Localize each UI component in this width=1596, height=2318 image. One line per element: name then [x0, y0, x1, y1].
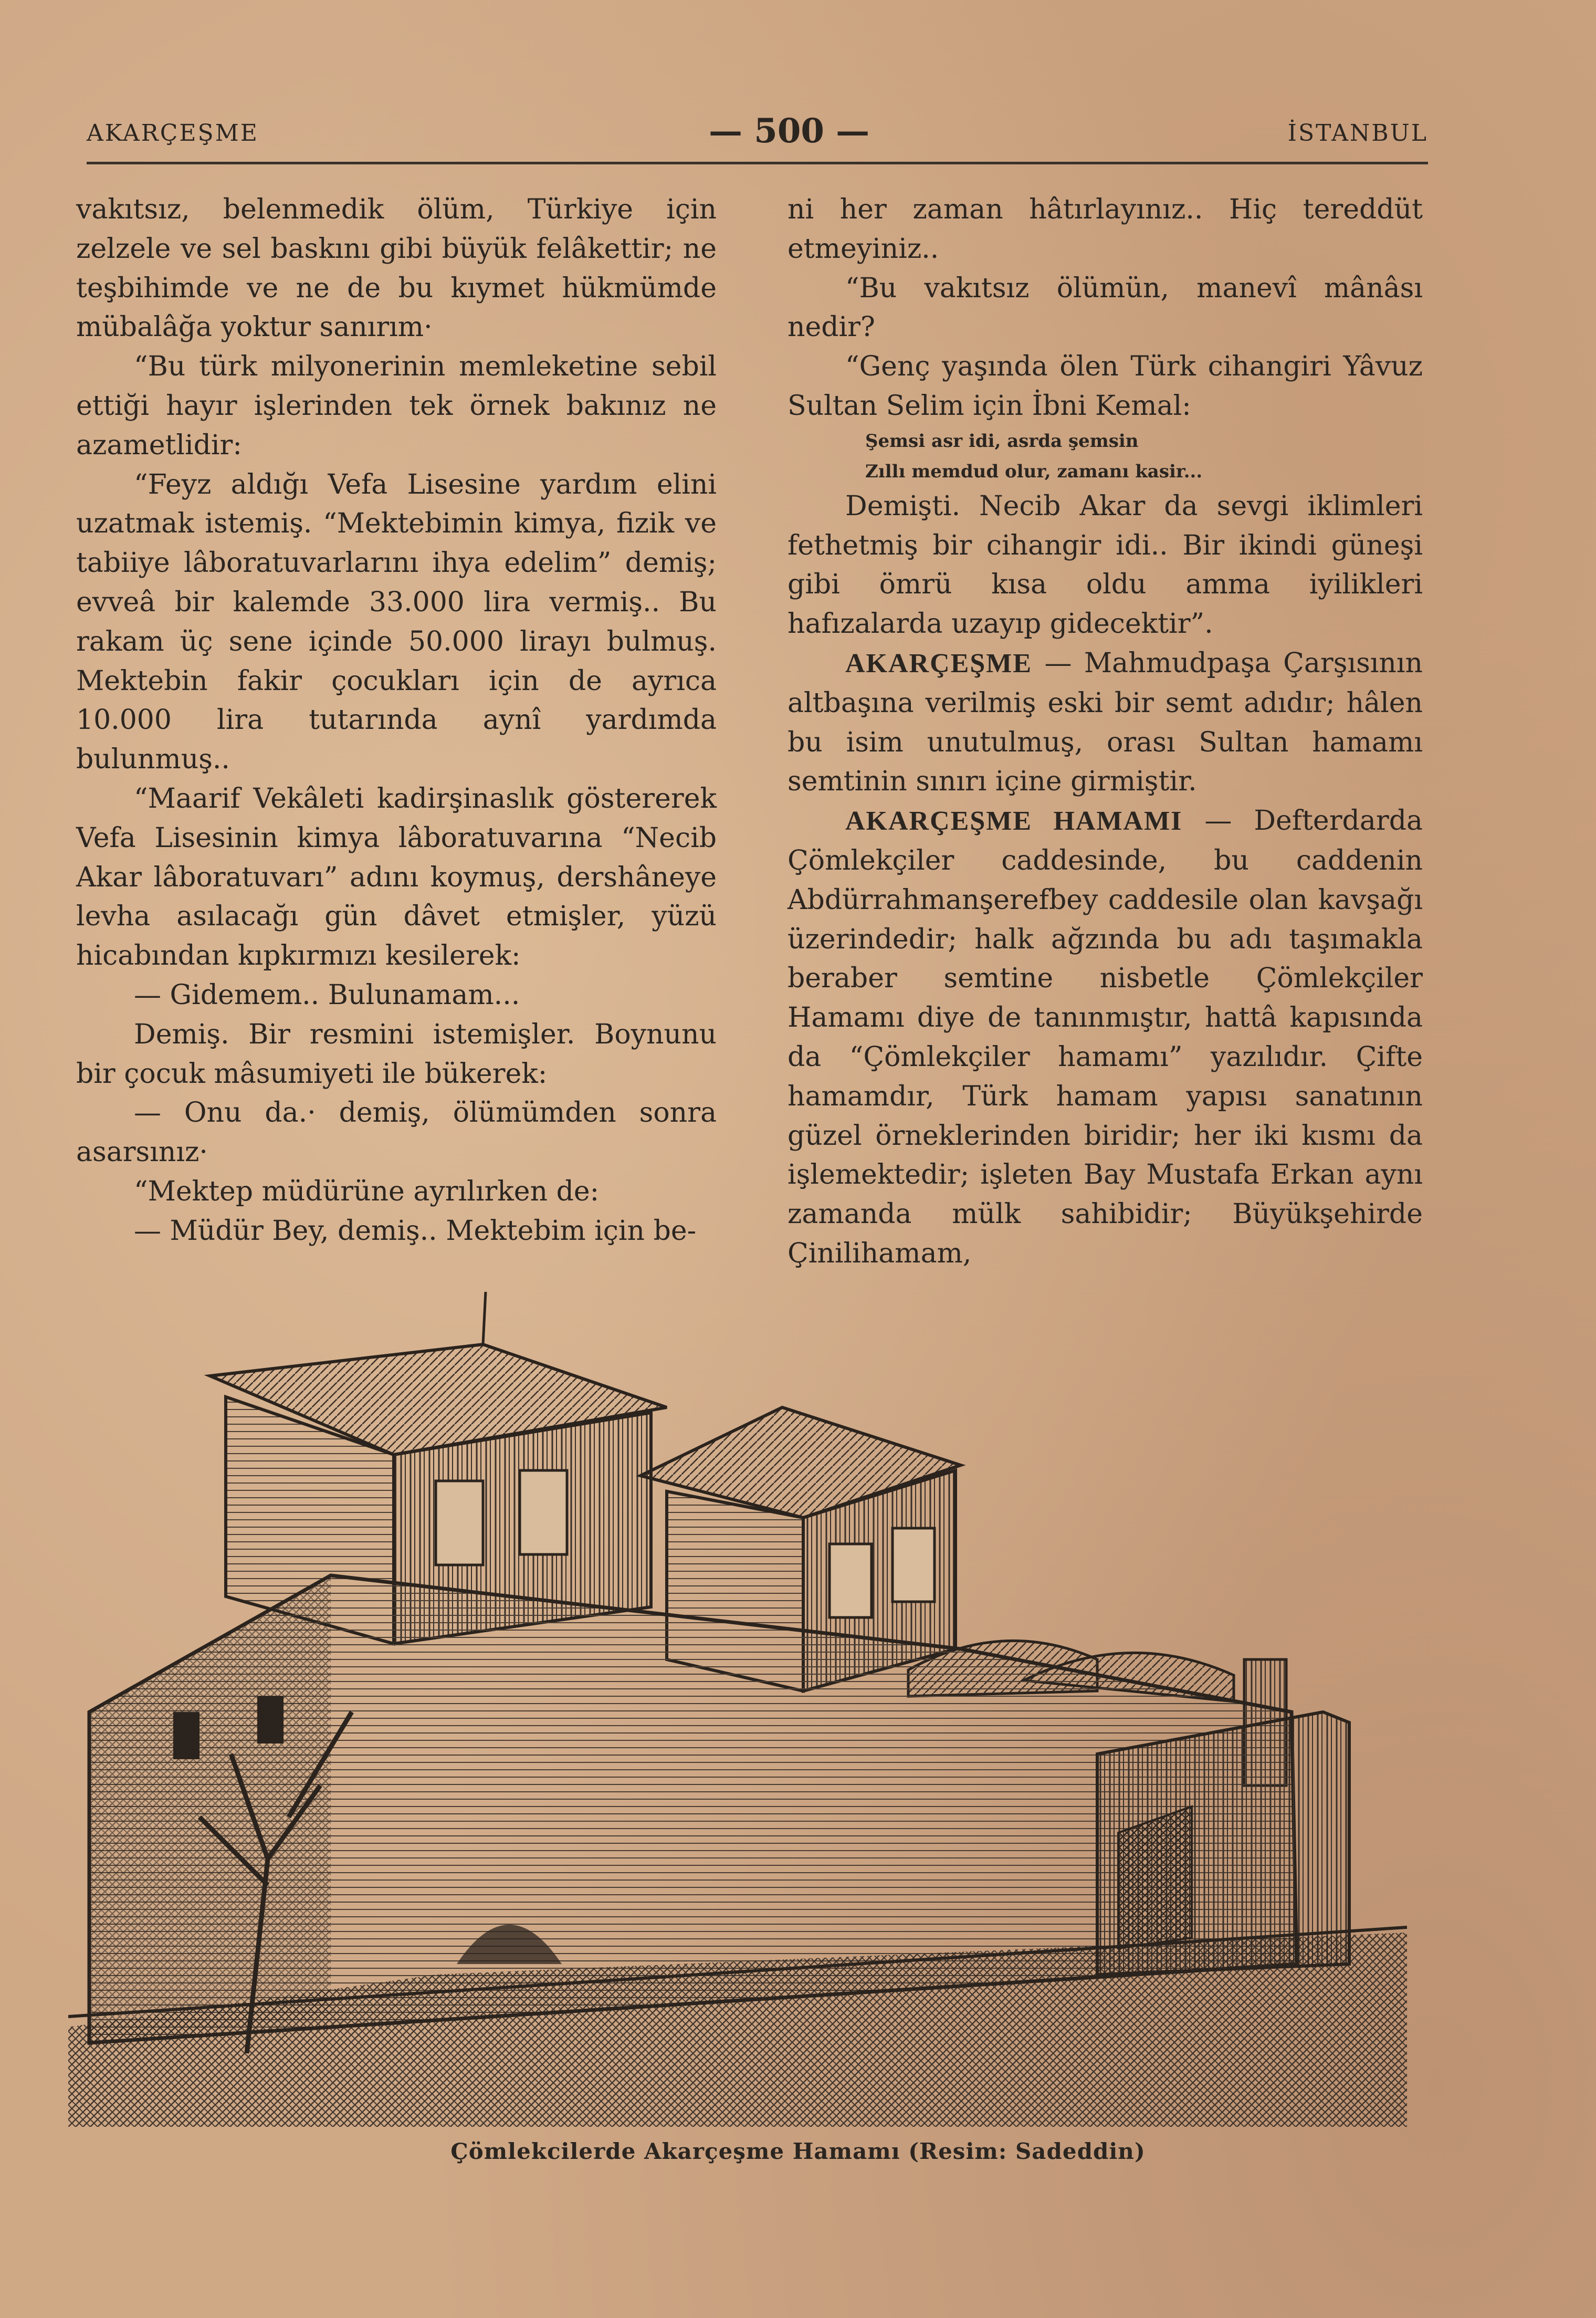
- paragraph: “Feyz aldığı Vefa Lisesine yardım elini uzatmak istemiş. “Mektebimin kimya, fizik ve tabiiye lâboratuvarlarını ihya edelim” demiş; evveâ bir kalemde 33.000 lira vermiş.. Bu rakam üç sene içinde 50.000 lirayı bulmuş. Mektebin fakir çocukları için de ayrıca 10.000 lira tutarında aynî yardımda bulunmuş..: [76, 468, 717, 776]
- header-rule: [87, 162, 1428, 164]
- paragraph: — Onu da.· demiş, ölümümden sonra asarsınız·: [76, 1097, 717, 1168]
- paragraph: ni her zaman hâtırlayınız.. Hiç tereddüt etmeyiniz..: [788, 194, 1423, 265]
- running-head-left: AKARÇEŞME: [87, 120, 259, 147]
- paragraph: vakıtsız, belenmedik ölüm, Türkiye için zelzele ve sel baskını gibi büyük felâkettir; ne teşbihimde ve ne de bu kıymet hükmümde mübalâğa yoktur sanırım·: [76, 194, 717, 343]
- paragraph: Demişti. Necib Akar da sevgi iklimleri fethetmiş bir cihangir idi.. Bir ikindi güneşi gibi ömrü kısa oldu amma iyilikleri hafızalarda uzayıp gidecektir”.: [788, 490, 1423, 640]
- entry-text: — Mahmudpaşa Çarşısının altbaşına verilmiş eski bir semt adıdır; hâlen bu isim unutulmuş, orası Sultan hamamı semtinin sınırı içine girmiştir.: [788, 647, 1423, 798]
- paragraph: Demiş. Bir resmini istemişler. Boynunu bir çocuk mâsumiyeti ile bükerek:: [76, 1018, 717, 1090]
- paragraph: “Mektep müdürüne ayrılırken de:: [134, 1175, 600, 1207]
- verse-line: Zıllı memdud olur, zamanı kasir...: [865, 461, 1203, 482]
- paragraph: “Bu vakıtsız ölümün, manevî mânâsı nedir?: [788, 272, 1423, 343]
- paragraph: — Müdür Bey, demiş.. Mektebim için be-: [134, 1215, 697, 1247]
- paragraph: “Bu türk milyonerinin memleketine sebil ettiği hayır işlerinden tek örnek bakınız ne azametlidir:: [76, 351, 717, 461]
- page-header: [87, 111, 1428, 159]
- bathhouse-illustration: [68, 1281, 1407, 2127]
- left-column: [76, 190, 717, 1251]
- paragraph: “Maarif Vekâleti kadirşinaslık göstererek Vefa Lisesinin kimya lâboratuvarına “Necib Akar lâboratuvarı” adını koymuş, dershâneye levha asılacağı gün dâvet etmişler, yüzü hicabından kıpkırmızı kesilerek:: [76, 782, 717, 972]
- figure-caption: Çömlekcilerde Akarçeşme Hamamı (Resim: Sadeddin): [450, 2138, 1146, 2164]
- page-number: — 500 —: [709, 111, 870, 151]
- entry-title: AKARÇEŞME: [845, 648, 1033, 678]
- paragraph: — Gidemem.. Bulunamam...: [134, 979, 520, 1011]
- entry-title: AKARÇEŞME HAMAMI: [845, 806, 1183, 837]
- right-column: [788, 190, 1423, 1273]
- entry-text: — Defterdarda Çömlekçiler caddesinde, bu caddenin Abdürrahmanşerefbey caddesile olan kavşağı üzerindedir; halk ağzında bu adı taşımakla beraber semtine nisbetle Çömlekçiler Hamamı diye de tanınmıştır, hattâ kapısında da “Çömlekçiler hamamı” yazılıdır. Çifte hamamdır, Türk hamam yapısı sanatının güzel örneklerinden biridir; her iki kısmı da işlemektedir; işleten Bay Mustafa Erkan aynı zamanda mülk sahibidir; Büyükşehirde Çinilihamam,: [788, 805, 1423, 1269]
- paragraph: “Genç yaşında ölen Türk cihangiri Yâvuz Sultan Selim için İbni Kemal:: [788, 351, 1423, 422]
- entry-akarcesme-hamami: [788, 801, 1423, 1273]
- running-head-right: İSTANBUL: [1287, 120, 1428, 147]
- entry-akarcesme: [788, 644, 1423, 801]
- verse-line: Şemsi asr idi, asrda şemsin: [865, 430, 1139, 452]
